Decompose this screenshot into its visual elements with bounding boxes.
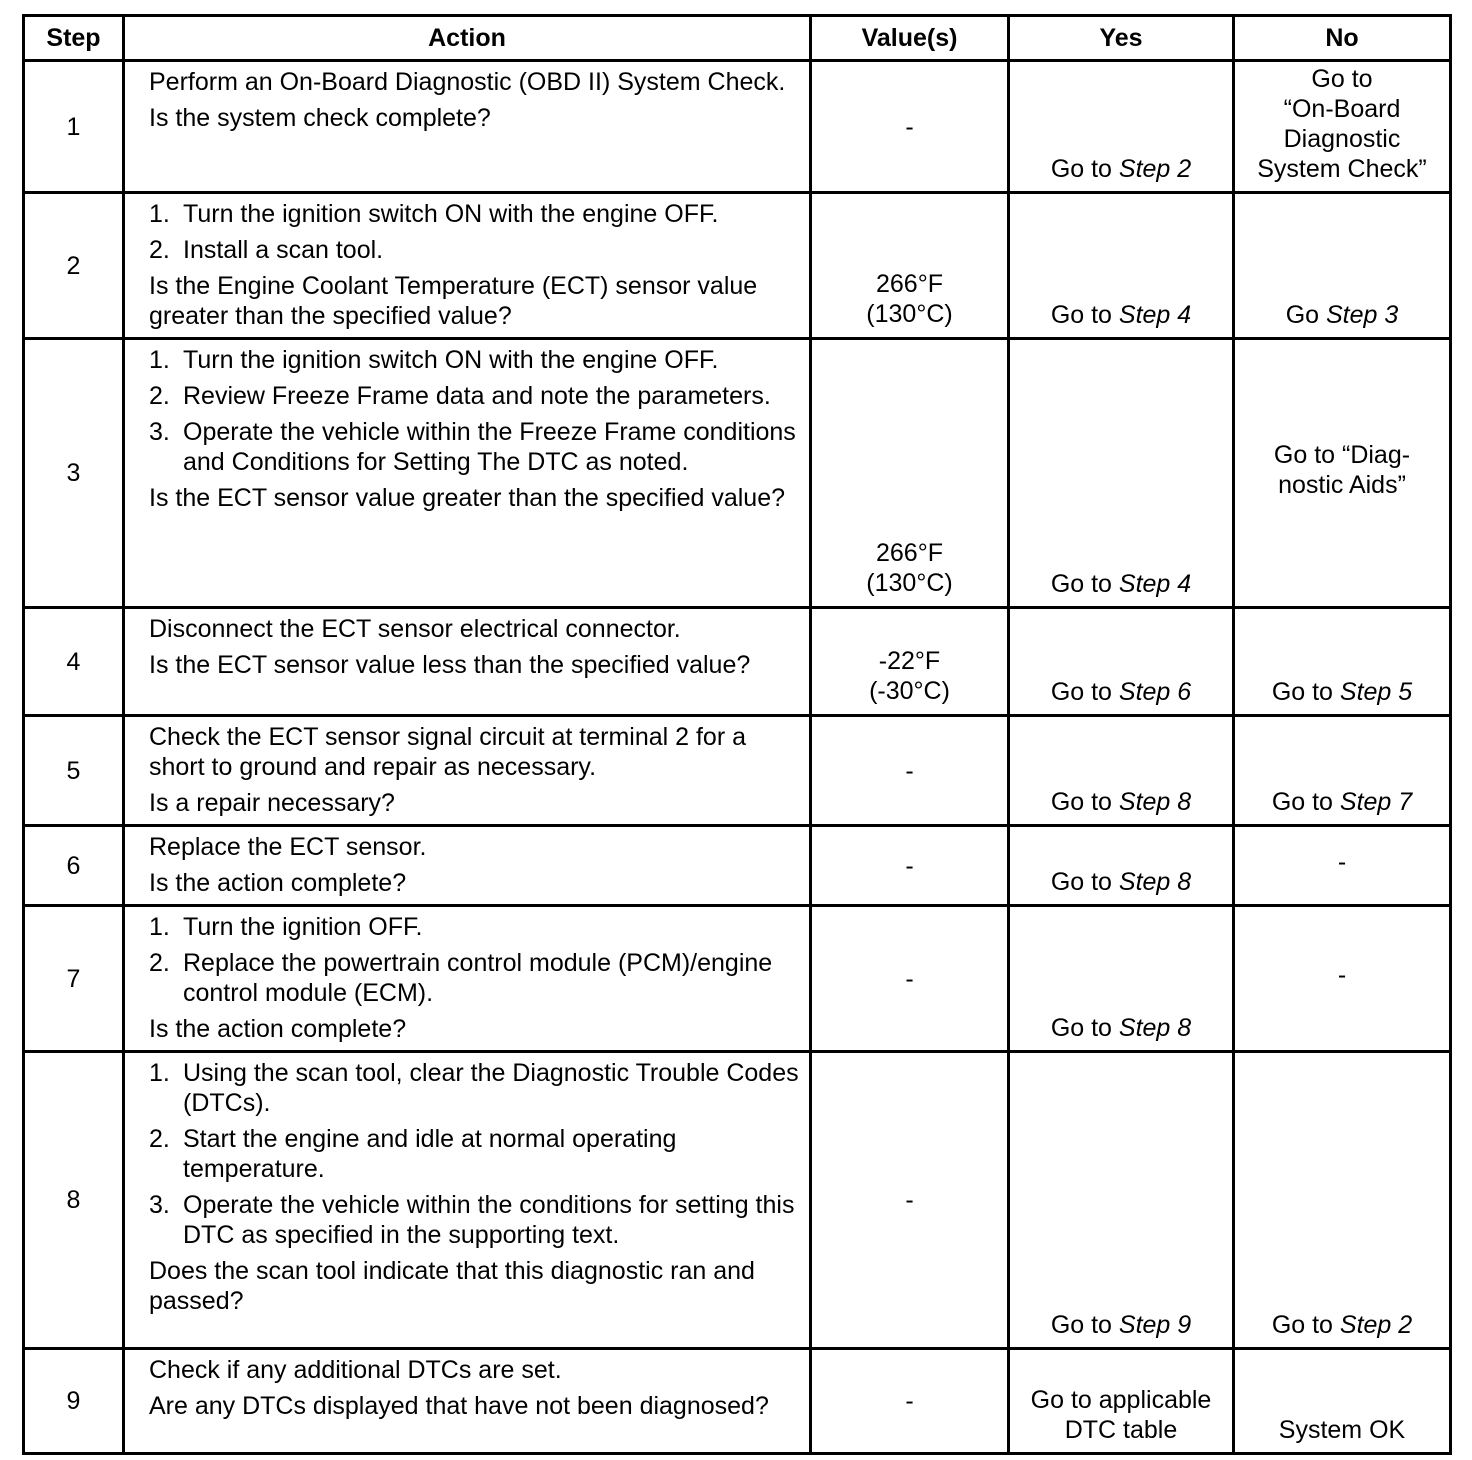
yes-cell <box>1009 193 1234 339</box>
no-step-ref: Step 5 <box>1339 678 1413 706</box>
value-line: - <box>905 1387 914 1415</box>
value-cell <box>811 61 1009 193</box>
step-number: 4 <box>24 608 124 716</box>
list-item-text: Using the scan tool, clear the Diagnostic Trouble Codes (DTCs). <box>183 1059 799 1117</box>
action-list-item <box>149 417 799 477</box>
yes-cell <box>1009 826 1234 906</box>
action-cell <box>124 61 811 193</box>
action-list-item <box>149 235 799 265</box>
table-row <box>24 1349 1451 1454</box>
step-number: 5 <box>24 716 124 826</box>
value-cell <box>811 716 1009 826</box>
list-number: 1. <box>149 913 170 941</box>
no-line: - <box>1337 848 1347 876</box>
value-line: - <box>905 112 914 141</box>
value-line: -22°F <box>878 647 941 675</box>
yes-text: Go to <box>1050 1311 1119 1339</box>
action-list-item <box>149 1058 799 1118</box>
header-step: Step <box>24 16 124 61</box>
header-yes: Yes <box>1009 16 1234 61</box>
list-number: 1. <box>149 1059 170 1087</box>
step-number: 1 <box>24 61 124 193</box>
action-line: Are any DTCs displayed that have not been diagnosed? <box>149 1392 769 1420</box>
no-line: Go to <box>1311 65 1373 93</box>
action-line: Check the ECT sensor signal circuit at terminal 2 for a short to ground and repair as necessary. <box>149 723 747 781</box>
action-list-item <box>149 1190 799 1250</box>
value-line: (130°C) <box>866 569 953 597</box>
list-number: 2. <box>149 382 170 410</box>
no-cell <box>1234 61 1451 193</box>
list-number: 3. <box>149 1191 170 1219</box>
list-item-text: Install a scan tool. <box>183 236 384 264</box>
yes-cell <box>1009 1052 1234 1349</box>
action-cell <box>124 608 811 716</box>
value-line: - <box>905 851 914 880</box>
no-cell <box>1234 1052 1451 1349</box>
action-question: Is the Engine Coolant Temperature (ECT) sensor value greater than the specified value? <box>149 272 758 330</box>
step-number: 9 <box>24 1349 124 1454</box>
value-line: 266°F <box>876 270 943 298</box>
list-number: 1. <box>149 346 170 374</box>
no-line: Go to “Diag- <box>1273 440 1411 469</box>
no-line: System Check” <box>1257 155 1427 183</box>
action-cell <box>124 1052 811 1349</box>
action-line: Perform an On-Board Diagnostic (OBD II) System Check. <box>149 68 786 96</box>
table-row <box>24 61 1451 193</box>
no-line: - <box>1337 961 1347 989</box>
list-number: 3. <box>149 418 170 446</box>
list-item-text: Turn the ignition OFF. <box>183 913 423 941</box>
action-cell <box>124 826 811 906</box>
no-text: Go to <box>1271 678 1340 706</box>
action-list-item <box>149 345 799 375</box>
no-line: nostic Aids” <box>1278 470 1406 499</box>
table-row <box>24 716 1451 826</box>
table-row <box>24 608 1451 716</box>
yes-step-ref: Step 6 <box>1118 678 1192 706</box>
yes-cell <box>1009 61 1234 193</box>
action-cell <box>124 339 811 608</box>
list-item-text: Operate the vehicle within the Freeze Frame conditions and Conditions for Setting The DTC as noted. <box>183 418 796 476</box>
value-cell <box>811 339 1009 608</box>
yes-text: Go to <box>1050 301 1119 329</box>
yes-cell <box>1009 716 1234 826</box>
table-row <box>24 339 1451 608</box>
list-item-text: Start the engine and idle at normal operating temperature. <box>183 1125 677 1183</box>
no-cell <box>1234 608 1451 716</box>
no-cell <box>1234 826 1451 906</box>
no-line: System OK <box>1278 1416 1406 1444</box>
no-cell <box>1234 716 1451 826</box>
no-step-ref: Step 7 <box>1339 788 1413 816</box>
yes-text: Go to <box>1050 570 1119 598</box>
no-line: “On-Board <box>1283 95 1401 123</box>
yes-step-ref: Step 8 <box>1118 868 1192 896</box>
value-line: (130°C) <box>866 300 953 328</box>
table-row <box>24 1052 1451 1349</box>
no-step-ref: Step 2 <box>1339 1311 1413 1339</box>
no-cell <box>1234 906 1451 1052</box>
action-list-item <box>149 381 799 411</box>
step-number: 3 <box>24 339 124 608</box>
list-number: 2. <box>149 1125 170 1153</box>
value-line: - <box>905 964 914 993</box>
action-line: Is the ECT sensor value less than the specified value? <box>149 651 751 679</box>
value-cell <box>811 826 1009 906</box>
value-line: - <box>905 756 914 785</box>
table-row <box>24 906 1451 1052</box>
action-cell <box>124 716 811 826</box>
no-cell <box>1234 339 1451 608</box>
header-no: No <box>1234 16 1451 61</box>
list-item-text: Replace the powertrain control module (PCM)/engine control module (ECM). <box>183 949 773 1007</box>
table-row <box>24 826 1451 906</box>
step-number: 8 <box>24 1052 124 1349</box>
yes-step-ref: Step 2 <box>1118 155 1192 183</box>
list-number: 1. <box>149 200 170 228</box>
yes-cell <box>1009 339 1234 608</box>
action-line: Is the system check complete? <box>149 104 491 132</box>
action-question: Is the ECT sensor value greater than the specified value? <box>149 484 786 512</box>
yes-step-ref: Step 9 <box>1118 1311 1192 1339</box>
value-line: (-30°C) <box>869 677 950 705</box>
action-line: Replace the ECT sensor. <box>149 833 427 861</box>
yes-cell <box>1009 608 1234 716</box>
value-line: - <box>905 1186 914 1214</box>
yes-line: DTC table <box>1064 1416 1178 1444</box>
action-list-item <box>149 948 799 1008</box>
no-cell <box>1234 193 1451 339</box>
action-cell <box>124 193 811 339</box>
value-cell <box>811 1349 1009 1454</box>
no-line: Diagnostic <box>1283 125 1401 153</box>
header-row <box>24 16 1451 61</box>
action-cell <box>124 906 811 1052</box>
action-line: Disconnect the ECT sensor electrical connector. <box>149 615 681 643</box>
table-row <box>24 193 1451 339</box>
value-cell <box>811 906 1009 1052</box>
list-item-text: Review Freeze Frame data and note the parameters. <box>183 382 771 410</box>
yes-cell <box>1009 906 1234 1052</box>
step-number: 2 <box>24 193 124 339</box>
list-item-text: Turn the ignition switch ON with the engine OFF. <box>183 200 719 228</box>
action-line: Is the action complete? <box>149 869 407 897</box>
header-value: Value(s) <box>811 16 1009 61</box>
action-question: Does the scan tool indicate that this diagnostic ran and passed? <box>149 1257 755 1315</box>
no-text: Go to <box>1271 1311 1340 1339</box>
yes-text: Go to <box>1050 155 1119 183</box>
action-list-item <box>149 912 799 942</box>
no-text: Go <box>1285 301 1326 329</box>
yes-step-ref: Step 4 <box>1118 570 1192 598</box>
yes-text: Go to <box>1050 788 1119 816</box>
diagnostic-table <box>22 14 1452 1455</box>
yes-step-ref: Step 8 <box>1118 1014 1192 1042</box>
list-item-text: Turn the ignition switch ON with the engine OFF. <box>183 346 719 374</box>
action-question: Is the action complete? <box>149 1015 407 1043</box>
list-number: 2. <box>149 949 170 977</box>
yes-text: Go to <box>1050 678 1119 706</box>
no-step-ref: Step 3 <box>1326 301 1399 329</box>
yes-step-ref: Step 8 <box>1118 788 1192 816</box>
step-number: 7 <box>24 906 124 1052</box>
action-line: Is a repair necessary? <box>149 789 395 817</box>
list-item-text: Operate the vehicle within the conditions for setting this DTC as specified in the supporting text. <box>183 1191 795 1249</box>
header-action: Action <box>124 16 811 61</box>
value-cell <box>811 193 1009 339</box>
no-cell <box>1234 1349 1451 1454</box>
action-list-item <box>149 199 799 229</box>
value-cell <box>811 608 1009 716</box>
value-cell <box>811 1052 1009 1349</box>
yes-text: Go to <box>1050 868 1119 896</box>
action-line: Check if any additional DTCs are set. <box>149 1356 562 1384</box>
yes-cell <box>1009 1349 1234 1454</box>
yes-step-ref: Step 4 <box>1118 301 1192 329</box>
list-number: 2. <box>149 236 170 264</box>
step-number: 6 <box>24 826 124 906</box>
yes-text: Go to <box>1050 1014 1119 1042</box>
yes-line: Go to applicable <box>1030 1386 1212 1414</box>
value-line: 266°F <box>876 539 943 567</box>
no-text: Go to <box>1271 788 1340 816</box>
action-cell <box>124 1349 811 1454</box>
action-list-item <box>149 1124 799 1184</box>
